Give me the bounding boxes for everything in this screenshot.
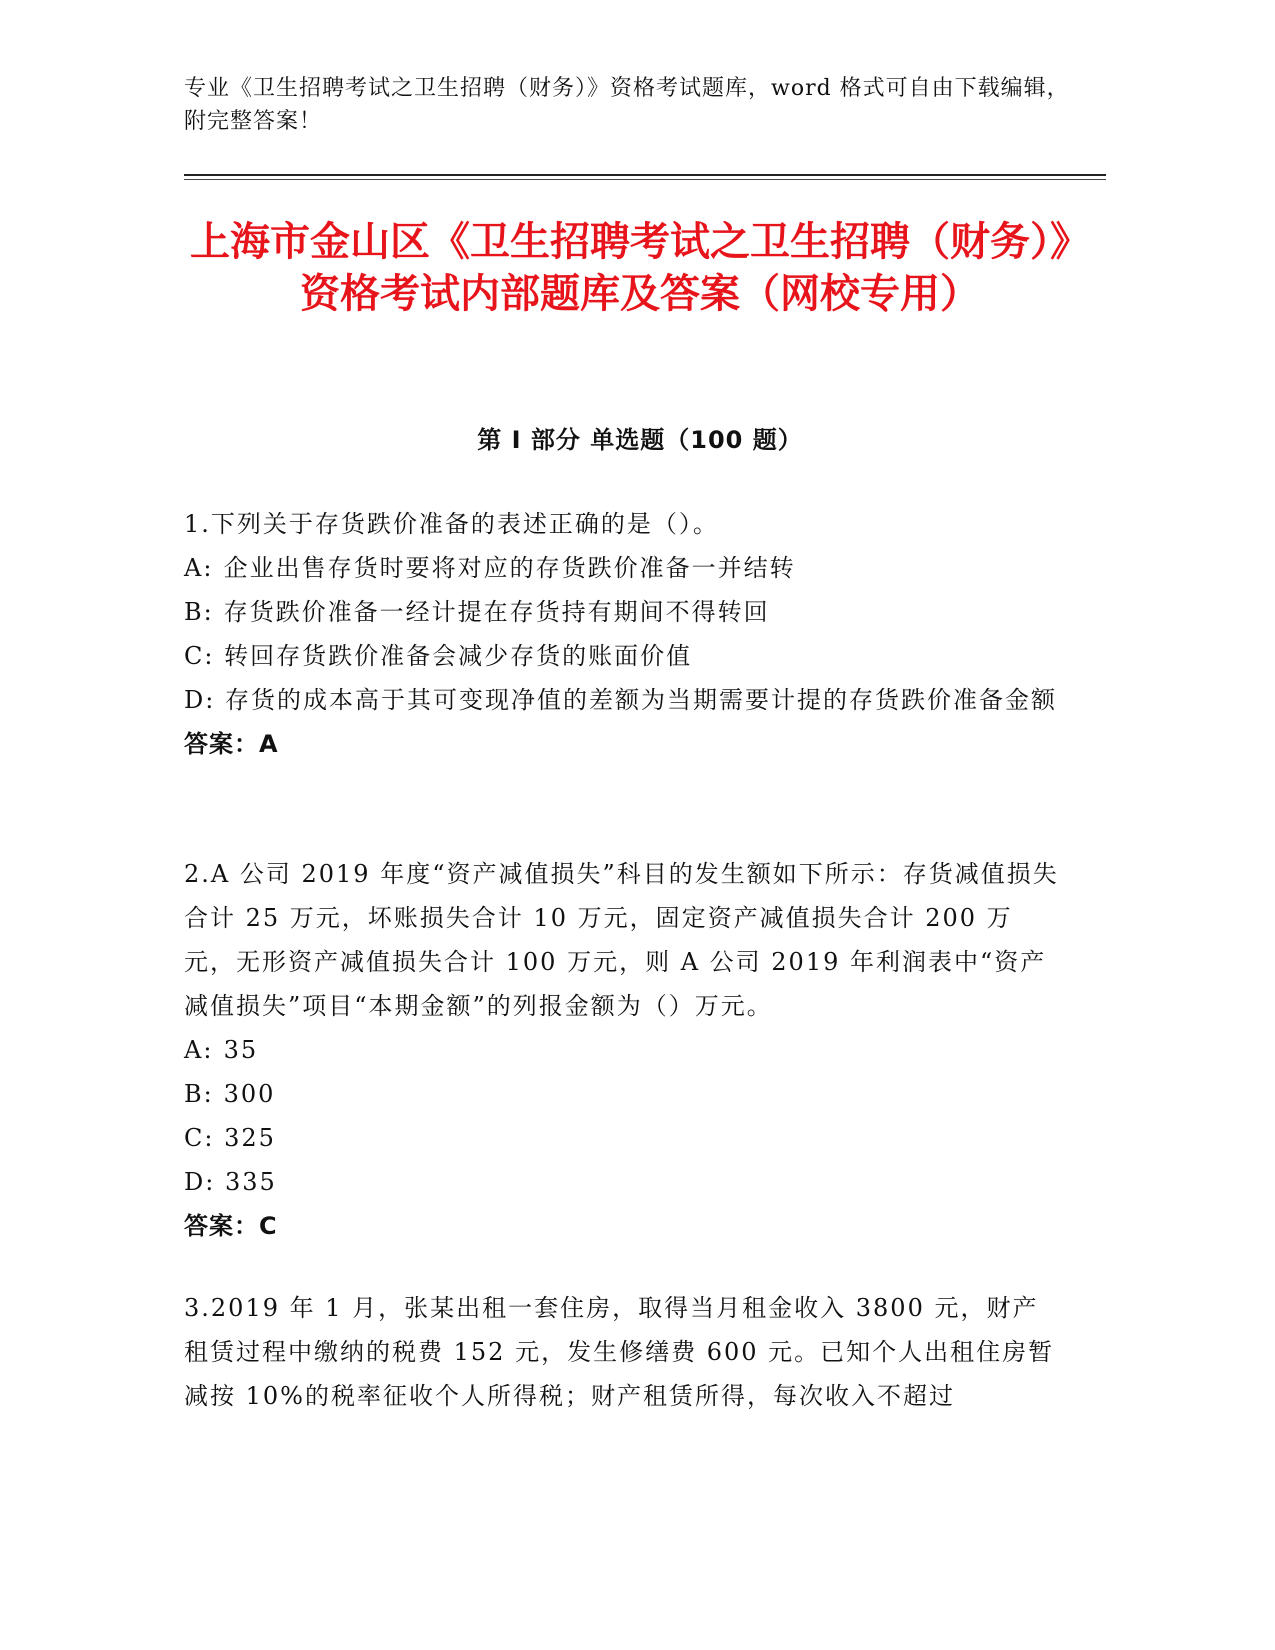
answer-line: 答案：A (184, 730, 279, 758)
document-title: 上海市金山区《卫生招聘考试之卫生招聘（财务）》资格考试内部题库及答案（网校专用） (190, 219, 1090, 317)
option-a (184, 1028, 1064, 1072)
option-letter: B: (184, 1080, 214, 1108)
option-text: 存货的成本高于其可变现净值的差额为当期需要计提的存货跌价准备金额 (224, 686, 1057, 714)
option-a (184, 546, 1064, 590)
option-letter: A: (184, 1036, 214, 1064)
option-letter: C: (184, 1124, 215, 1152)
option-d (184, 1160, 1064, 1204)
option-letter: D: (184, 1168, 216, 1196)
question-3 (184, 1286, 1064, 1418)
question-stem: 3.2019 年 1 月，张某出租一套住房，取得当月租金收入 3800 元，财产租赁过程中缴纳的税费 152 元，发生修缮费 600 元。已知个人出租住房暂减按 10%的税率征收个人所得税；财产租赁所得，每次收入不超过 (184, 1294, 1055, 1410)
question-1 (184, 502, 1064, 766)
option-text: 转回存货跌价准备会减少存货的账面价值 (224, 642, 693, 670)
header-divider-thick (184, 174, 1106, 176)
option-letter: C: (184, 642, 215, 670)
question-2 (184, 852, 1064, 1248)
option-text: 335 (224, 1168, 277, 1196)
header-divider-thin (184, 179, 1106, 180)
option-b (184, 1072, 1064, 1116)
question-stem: 2.A 公司 2019 年度“资产减值损失”科目的发生额如下所示：存货减值损失合计 25 万元，坏账损失合计 10 万元，固定资产减值损失合计 200 万元，无形资产减值损失合计 100 万元，则 A 公司 2019 年利润表中“资产减值损失”项目“本期金额”的列报金额为（）万元。 (184, 860, 1059, 1020)
option-b (184, 590, 1064, 634)
answer-line: 答案：C (184, 1212, 278, 1240)
header-note: 专业《卫生招聘考试之卫生招聘（财务）》资格考试题库，word 格式可自由下载编辑，附完整答案！ (184, 76, 1070, 134)
option-text: 35 (223, 1036, 259, 1064)
option-text: 325 (224, 1124, 276, 1152)
question-stem: 1.下列关于存货跌价准备的表述正确的是（）。 (184, 510, 719, 538)
option-letter: D: (184, 686, 216, 714)
option-letter: B: (184, 598, 214, 626)
option-text: 300 (223, 1080, 276, 1108)
option-d (184, 678, 1064, 722)
section-title: 第 I 部分 单选题（100 题） (477, 426, 803, 454)
option-text: 企业出售存货时要将对应的存货跌价准备一并结转 (223, 554, 796, 582)
option-text: 存货跌价准备一经计提在存货持有期间不得转回 (223, 598, 770, 626)
option-letter: A: (184, 554, 214, 582)
option-c (184, 1116, 1064, 1160)
option-c (184, 634, 1064, 678)
